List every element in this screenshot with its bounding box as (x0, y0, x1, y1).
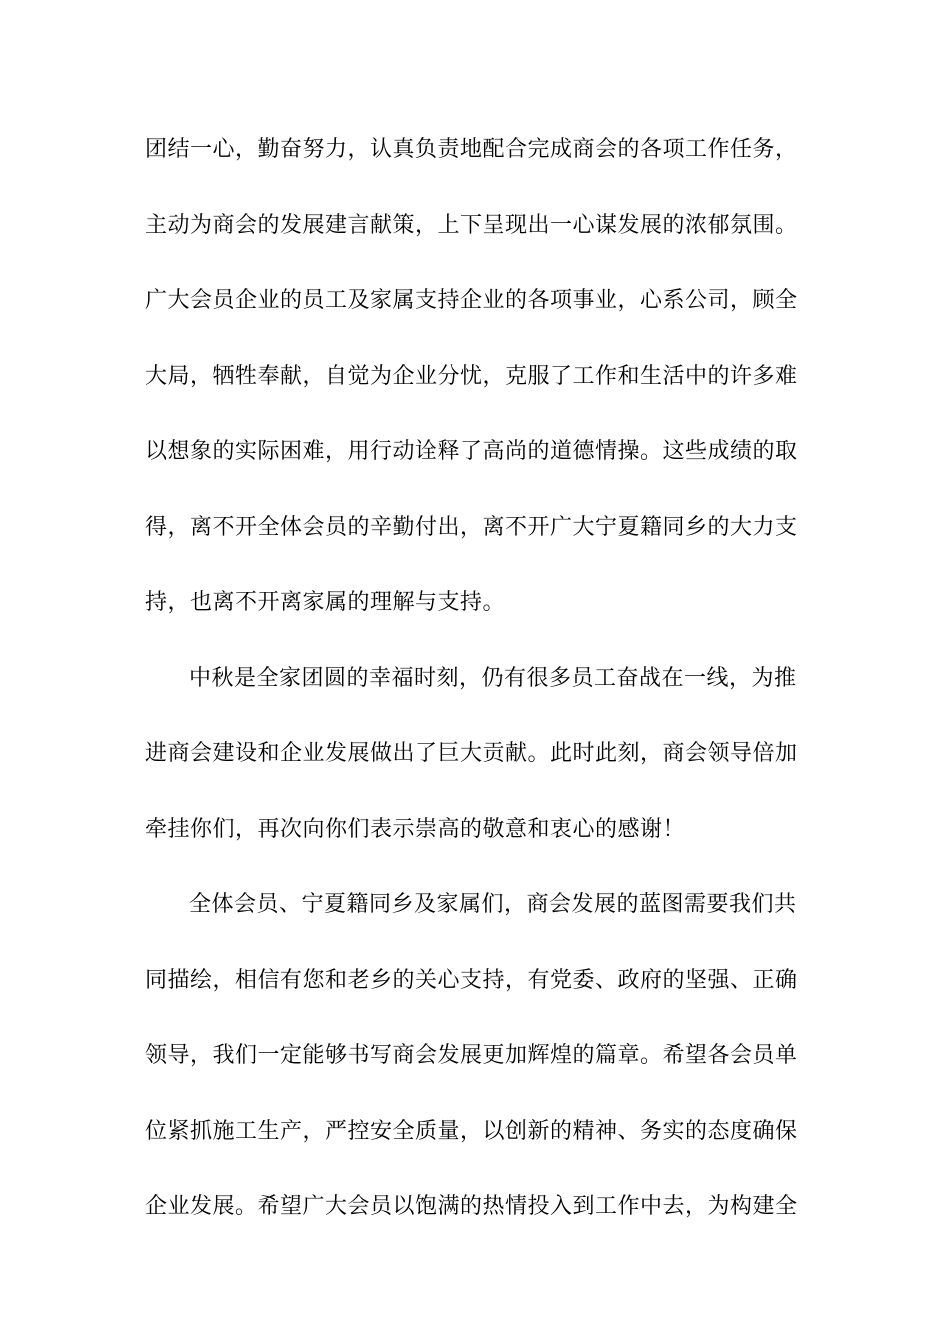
text-line: 领导，我们一定能够书写商会发展更加辉煌的篇章。希望各会员单 (145, 1043, 798, 1068)
document-body (145, 128, 815, 1261)
paragraph-start-line: 中秋是全家团圆的幸福时刻，仍有很多员工奋战在一线，为推 (189, 665, 797, 691)
text-line: 广大会员企业的员工及家属支持企业的各项事业，心系公司，顾全 (145, 288, 798, 313)
text-line: 进商会建设和企业发展做出了巨大贡献。此时此刻，商会领导倍加 (145, 741, 798, 766)
text-line: 持，也离不开离家属的理解与支持。 (145, 590, 506, 615)
paragraph-start-line: 全体会员、宁夏籍同乡及家属们，商会发展的蓝图需要我们共 (189, 892, 797, 917)
text-line: 同描绘，相信有您和老乡的关心支持，有党委、政府的坚强、正确 (145, 967, 798, 993)
text-line: 主动为商会的发展建言献策，上下呈现出一心谋发展的浓郁氛围。 (145, 212, 798, 238)
text-line: 得，离不开全体会员的辛勤付出，离不开广大宁夏籍同乡的大力支 (145, 514, 798, 540)
text-line: 位紧抓施工生产，严控安全质量，以创新的精神、务实的态度确保 (145, 1118, 798, 1144)
text-line: 牵挂你们，再次向你们表示崇高的敬意和衷心的感谢！ (145, 816, 686, 842)
text-line: 企业发展。希望广大会员以饱满的热情投入到工作中去，为构建全 (145, 1194, 798, 1219)
text-line: 以想象的实际困难，用行动诠释了高尚的道德情操。这些成绩的取 (145, 439, 798, 464)
text-line: 团结一心，勤奋努力，认真负责地配合完成商会的各项工作任务， (145, 137, 798, 162)
text-line: 大局，牺牲奉献，自觉为企业分忧，克服了工作和生活中的许多难 (145, 363, 798, 389)
